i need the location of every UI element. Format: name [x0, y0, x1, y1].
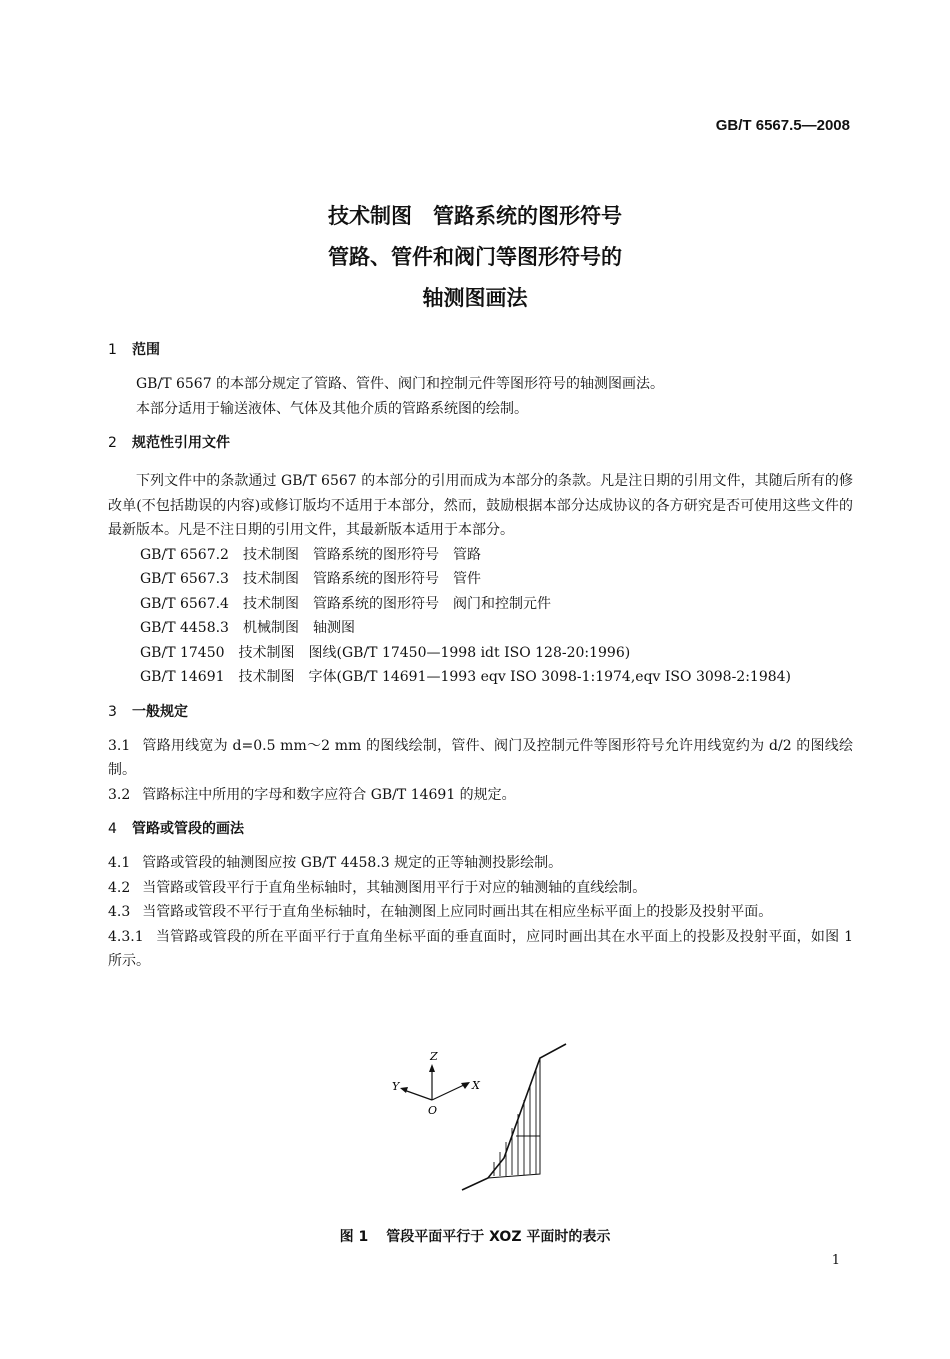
section-heading-drawing-method: [108, 817, 853, 841]
clause-4-1: [108, 851, 853, 876]
clause-number: 3.2: [108, 786, 131, 803]
section-heading-general: [108, 700, 853, 724]
clause-text: 当管路或管段不平行于直角坐标轴时，在轴测图上应同时画出其在相应坐标平面上的投影及投射平面。: [142, 904, 773, 920]
z-axis-label: Z: [430, 1050, 438, 1063]
clause-number: 4.2: [108, 879, 131, 896]
clause-4-3: [108, 900, 853, 925]
title-line-3: 轴测图画法: [422, 286, 528, 310]
clause-number: 4.3.1: [108, 928, 144, 945]
y-axis-arrow: [400, 1087, 408, 1093]
figure-label: 图 1: [339, 1229, 369, 1245]
clause-number: 4.1: [108, 855, 131, 871]
page-number: 1: [831, 1253, 840, 1268]
clause-text: 管路用线宽为 d=0.5 mm～2 mm 的图线绘制，管件、阀门及控制元件等图形符号允许用线宽约为 d/2 的图线绘制。: [108, 737, 853, 778]
reference-item: GB/T 6567.3 技术制图 管路系统的图形符号 管件: [140, 571, 481, 587]
section-title: 一般规定: [132, 703, 188, 720]
section-title: 范围: [132, 342, 160, 358]
section-title: 规范性引用文件: [132, 435, 230, 451]
reference-item: GB/T 6567.2 技术制图 管路系统的图形符号 管路: [140, 546, 481, 563]
pipe-segment: [462, 1044, 566, 1190]
clause-number: 4.3: [108, 904, 131, 920]
origin-label: O: [428, 1104, 438, 1117]
clause-text: 管路标注中所用的字母和数字应符合 GB/T 14691 的规定。: [142, 786, 516, 803]
clause-number: 3.1: [108, 737, 131, 754]
section-title: 管路或管段的画法: [132, 821, 244, 837]
clause-3-2: [108, 783, 853, 808]
x-axis-label: X: [472, 1079, 480, 1092]
figure-caption-text: 管段平面平行于 XOZ 平面时的表示: [386, 1229, 611, 1245]
section-heading-scope: [108, 338, 853, 362]
reference-item: GB/T 17450 技术制图 图线(GB/T 17450—1998 idt ISO 128-20:1996): [140, 644, 631, 661]
figure-1-isometric-diagram: [380, 1038, 580, 1198]
title-line-2: 管路、管件和阀门等图形符号的: [328, 245, 622, 269]
document-body: [108, 338, 853, 974]
scope-paragraph-1: GB/T 6567 的本部分规定了管路、管件、阀门和控制元件等图形符号的轴测图画法。: [136, 376, 665, 392]
x-axis: [432, 1084, 466, 1100]
clause-text: 当管路或管段的所在平面平行于直角坐标平面的垂直面时，应同时画出其在水平面上的投影及投射平面，如图 1 所示。: [108, 928, 853, 969]
clause-4-3-1: [108, 925, 853, 974]
z-axis-arrow: [429, 1064, 435, 1072]
clause-3-1: [108, 734, 853, 783]
scope-paragraph-2: 本部分适用于输送液体、气体及其他介质的管路系统图的绘制。: [136, 400, 528, 417]
refs-intro-paragraph: 下列文件中的条款通过 GB/T 6567 的本部分的引用而成为本部分的条款。凡是注日期的引用文件，其随后所有的修改单(不包括勘误的内容)或修订版均不适用于本部分，然而，鼓励根据本部分达成协议的各方研究是否可使用这些文件的最新版本。凡是不注日期的引用文件，其最新版本适用于本部分。: [108, 473, 853, 538]
reference-item: GB/T 14691 技术制图 字体(GB/T 14691—1993 eqv ISO 3098-1:1974,eqv ISO 3098-2:1984): [140, 669, 792, 685]
section-number: 3: [108, 703, 117, 720]
document-title: [0, 196, 950, 319]
title-line-1: 技术制图 管路系统的图形符号: [328, 204, 622, 228]
section-heading-normative-refs: [108, 431, 853, 455]
clause-4-2: [108, 876, 853, 901]
standard-code: GB/T 6567.5—2008: [715, 117, 850, 134]
reference-item: GB/T 6567.4 技术制图 管路系统的图形符号 阀门和控制元件: [140, 595, 551, 612]
section-number: 2: [108, 435, 117, 451]
reference-item: GB/T 4458.3 机械制图 轴测图: [140, 620, 355, 636]
projection-plane-outline: [488, 1058, 540, 1178]
section-number: 4: [108, 821, 117, 837]
section-number: 1: [108, 342, 117, 358]
y-axis-label: Y: [392, 1080, 400, 1093]
clause-text: 管路或管段的轴测图应按 GB/T 4458.3 规定的正等轴测投影绘制。: [142, 855, 563, 871]
clause-text: 当管路或管段平行于直角坐标轴时，其轴测图用平行于对应的轴测轴的直线绘制。: [142, 879, 647, 896]
figure-caption: [0, 1226, 950, 1246]
y-axis: [404, 1090, 432, 1100]
